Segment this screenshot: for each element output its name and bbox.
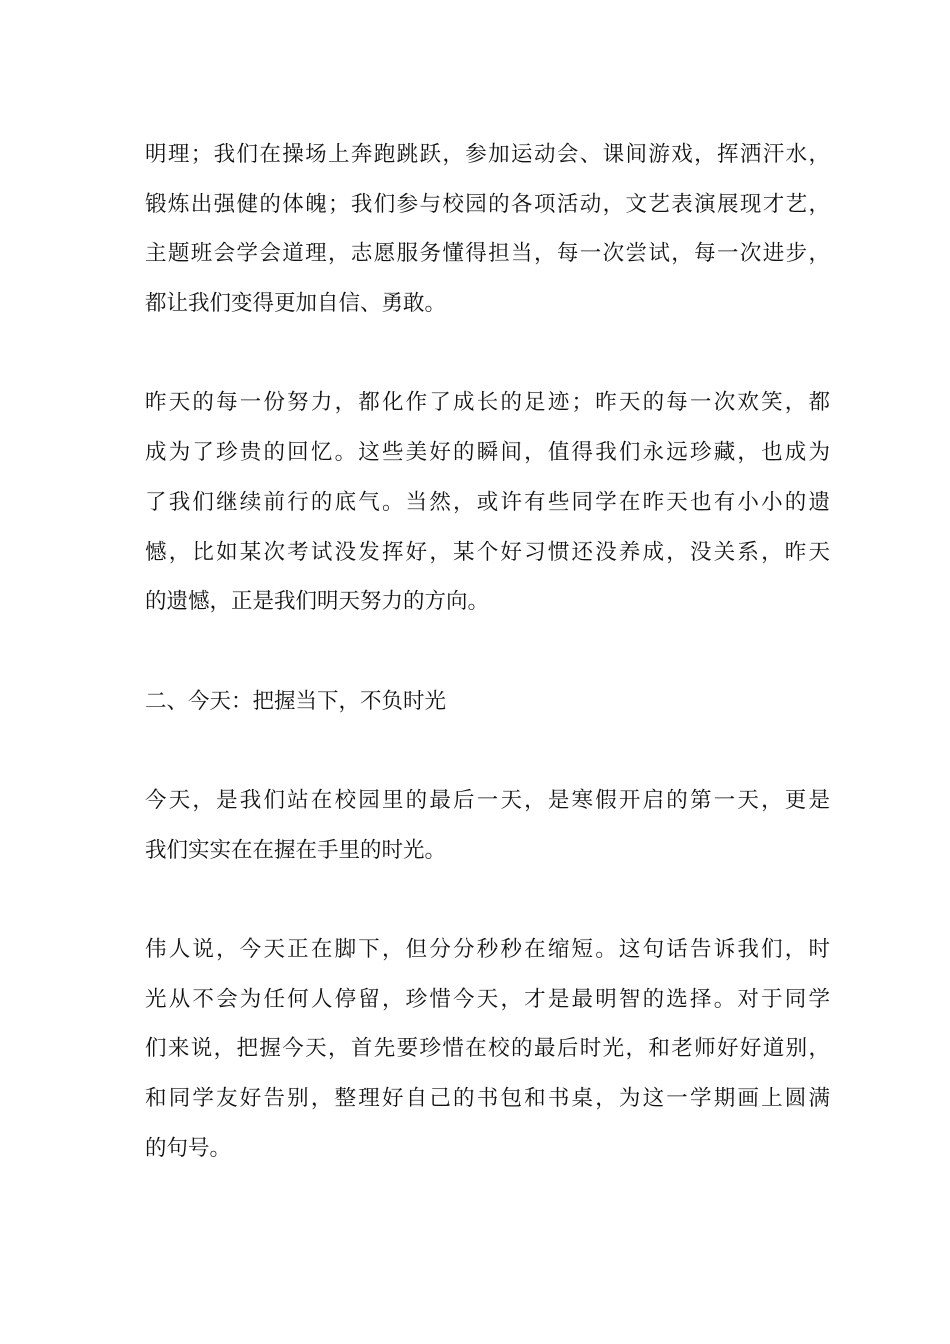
text-line: 明理；我们在操场上奔跑跳跃，参加运动会、课间游戏，挥洒汗水，: [145, 142, 830, 167]
text-line: 们来说，把握今天，首先要珍惜在校的最后时光，和老师好好道别，: [145, 1036, 830, 1062]
text-line: 伟人说，今天正在脚下，但分分秒秒在缩短。这句话告诉我们，时: [145, 937, 830, 962]
section-heading-today: [145, 677, 830, 727]
text-line: 憾，比如某次考试没发挥好，某个好习惯还没养成，没关系，昨天: [145, 539, 830, 565]
text-line: 锻炼出强健的体魄；我们参与校园的各项活动，文艺表演展现才艺，: [145, 191, 830, 217]
heading-text: 二、今天：把握当下，不负时光: [145, 688, 447, 714]
text-line: 的遗憾，正是我们明天努力的方向。: [145, 589, 490, 615]
text-line: 昨天的每一份努力，都化作了成长的足迹；昨天的每一次欢笑，都: [145, 390, 830, 416]
paragraph-today-intro: [145, 776, 830, 875]
paragraph-today-cherish: [145, 925, 830, 1173]
text-line: 今天，是我们站在校园里的最后一天，是寒假开启的第一天，更是: [145, 787, 830, 813]
text-line: 了我们继续前行的底气。当然，或许有些同学在昨天也有小小的遗: [145, 489, 830, 515]
paragraph-yesterday-activities: [145, 130, 830, 329]
text-line: 都让我们变得更加自信、勇敢。: [145, 291, 447, 317]
text-line: 成为了珍贵的回忆。这些美好的瞬间，值得我们永远珍藏，也成为: [145, 440, 830, 466]
text-line: 和同学友好告别，整理好自己的书包和书桌，为这一学期画上圆满: [145, 1086, 830, 1112]
text-line: 我们实实在在握在手里的时光。: [145, 837, 447, 863]
text-line: 光从不会为任何人停留，珍惜今天，才是最明智的选择。对于同学: [145, 986, 830, 1012]
text-line: 主题班会学会道理，志愿服务懂得担当，每一次尝试，每一次进步，: [145, 241, 830, 267]
paragraph-yesterday-memories: [145, 378, 830, 626]
text-line: 的句号。: [145, 1135, 232, 1161]
document-body: [145, 130, 830, 1223]
